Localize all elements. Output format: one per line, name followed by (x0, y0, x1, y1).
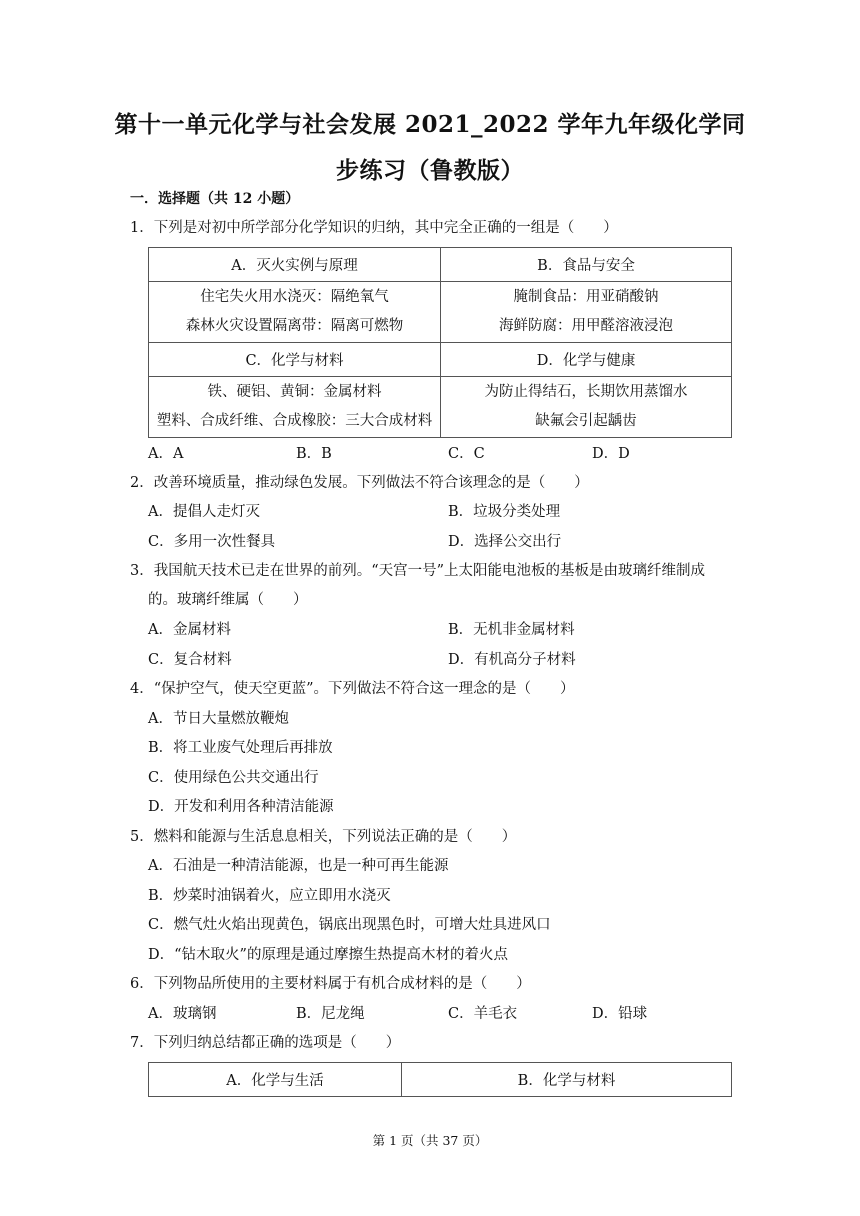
option-b: B．尼龙绳 (296, 1006, 365, 1022)
table-cell-line: 为防止得结石，长期饮用蒸馏水 (484, 384, 688, 400)
table-cell-line: 住宅失火用水浇灭：隔绝氧气 (200, 289, 389, 305)
table-cell-line: 塑料、合成纤维、合成橡胶：三大合成材料 (156, 413, 433, 429)
option-c: C．C (448, 446, 485, 462)
table-cell: C．化学与材料 (149, 343, 441, 377)
question-stem: 2．改善环境质量，推动绿色发展。下列做法不符合该理念的是（ ） (130, 475, 589, 491)
table-cell-line: 海鲜防腐：用甲醛溶液浸泡 (499, 318, 673, 334)
option-c: C．复合材料 (148, 652, 232, 668)
option-b: B．垃圾分类处理 (448, 504, 561, 520)
table-cell (441, 377, 732, 438)
table-cell: B．化学与材料 (402, 1063, 732, 1097)
option-a: A．提倡人走灯灭 (148, 504, 260, 520)
table-cell (149, 282, 441, 343)
option-a: A．A (148, 446, 184, 462)
question-stem: 5．燃料和能源与生活息息相关，下列说法正确的是（ ） (130, 829, 517, 845)
question-stem-continued: 的。玻璃纤维属（ ） (148, 592, 308, 608)
table-cell (149, 377, 441, 438)
table-cell-line: 铁、硬铝、黄铜：金属材料 (207, 384, 382, 400)
option-c: C．使用绿色公共交通出行 (148, 770, 319, 786)
question-3-cont (130, 590, 740, 610)
question-3 (130, 561, 740, 581)
table-cell-line: 森林火灾设置隔离带：隔离可燃物 (185, 318, 404, 334)
option-a: A．金属材料 (148, 622, 231, 638)
question-6 (130, 974, 740, 994)
option-c: C．燃气灶火焰出现黄色，锅底出现黑色时，可增大灶具进风口 (148, 917, 551, 933)
table-cell (441, 282, 732, 343)
option-b: B．将工业废气处理后再排放 (148, 740, 333, 756)
table-cell-line: 腌制食品：用亚硝酸钠 (513, 289, 659, 305)
question-4 (130, 679, 740, 699)
option-d: D．铅球 (592, 1006, 648, 1022)
question-5 (130, 827, 740, 847)
page-title: 第十一单元化学与社会发展 2021_2022 学年九年级化学同步练习（鲁教版） (114, 111, 746, 184)
question-7 (130, 1033, 740, 1053)
option-b: B．B (296, 446, 332, 462)
option-a: A．石油是一种清洁能源，也是一种可再生能源 (148, 858, 449, 874)
table-cell-line: 缺氟会引起龋齿 (535, 413, 637, 429)
option-c: C．多用一次性餐具 (148, 534, 276, 550)
question-stem: 7．下列归纳总结都正确的选项是（ ） (130, 1035, 401, 1051)
table-cell: D．化学与健康 (441, 343, 732, 377)
question-1 (130, 218, 740, 238)
option-a: A．节日大量燃放鞭炮 (148, 711, 289, 727)
option-a: A．玻璃钢 (148, 1006, 217, 1022)
page-footer: 第 1 页（共 37 页） (372, 1133, 488, 1148)
option-d: D．“钻木取火”的原理是通过摩擦生热提高木材的着火点 (148, 947, 508, 963)
option-b: B．炒菜时油锅着火，应立即用水浇灭 (148, 888, 391, 904)
option-d: D．选择公交出行 (448, 534, 562, 550)
option-b: B．无机非金属材料 (448, 622, 575, 638)
option-d: D．D (592, 446, 630, 462)
question-stem: 6．下列物品所使用的主要材料属于有机合成材料的是（ ） (130, 976, 531, 992)
table-cell: A．化学与生活 (149, 1063, 402, 1097)
question-stem: 3．我国航天技术已走在世界的前列。“天宫一号”上太阳能电池板的基板是由玻璃纤维制成 (130, 563, 706, 579)
table-cell: B．食品与安全 (441, 248, 732, 282)
section-heading: 一．选择题（共 12 小题） (130, 191, 300, 207)
table-cell: A．灭火实例与原理 (149, 248, 441, 282)
question-stem: 1．下列是对初中所学部分化学知识的归纳，其中完全正确的一组是（ ） (130, 220, 618, 236)
option-d: D．有机高分子材料 (448, 652, 576, 668)
option-d: D．开发和利用各种清洁能源 (148, 799, 334, 815)
question-stem: 4．“保护空气，使天空更蓝”。下列做法不符合这一理念的是（ ） (130, 681, 575, 697)
option-c: C．羊毛衣 (448, 1006, 518, 1022)
question-7-table (148, 1062, 732, 1097)
question-1-table (148, 247, 732, 438)
question-2 (130, 473, 740, 493)
